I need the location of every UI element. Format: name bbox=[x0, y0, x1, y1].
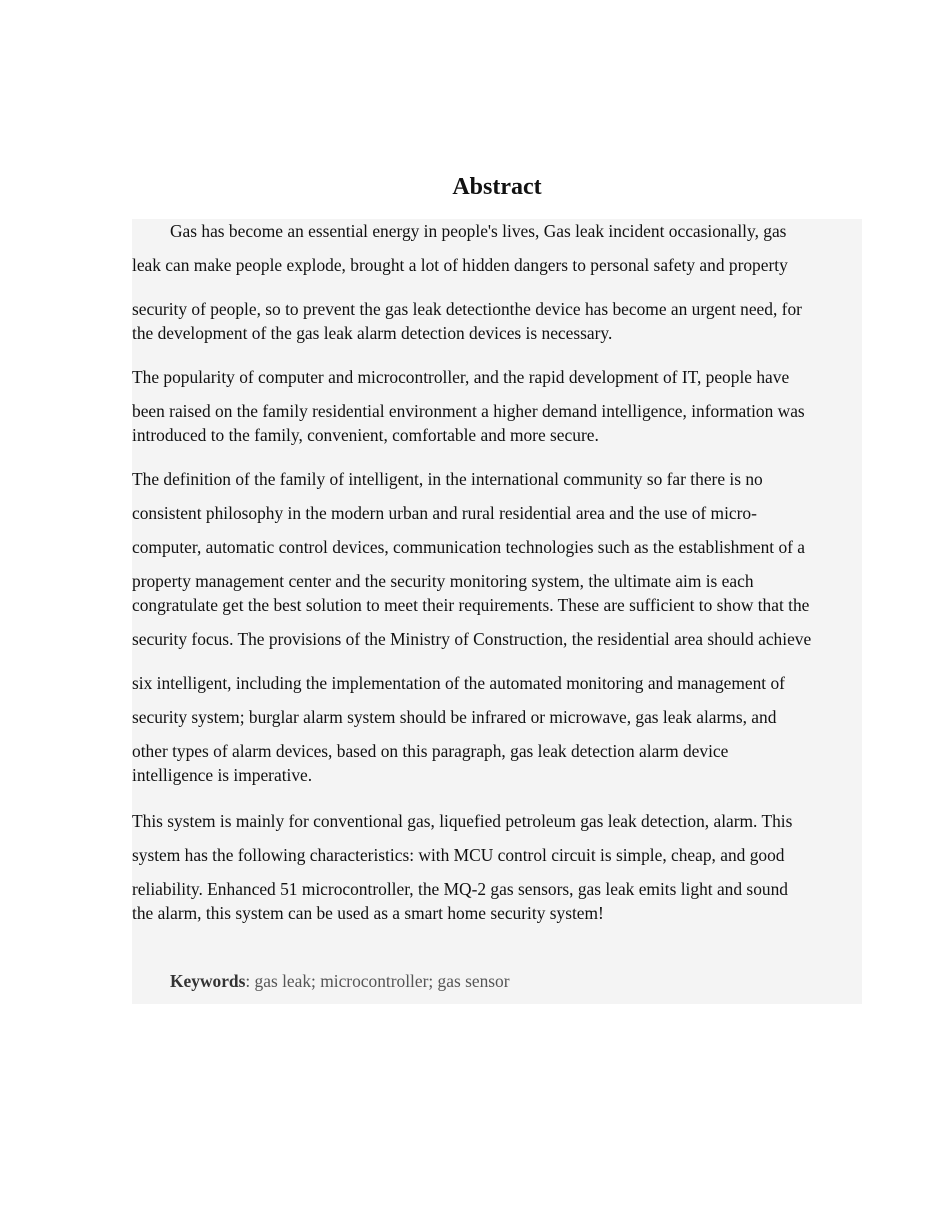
text-line: computer, automatic control devices, communication technologies such as the establishment of a bbox=[132, 537, 805, 557]
text-line: Gas has become an essential energy in people's lives, Gas leak incident occasionally, gas bbox=[170, 221, 787, 241]
keywords-text: : gas leak; microcontroller; gas sensor bbox=[245, 971, 510, 991]
text-line: The definition of the family of intelligent, in the international community so far there is no bbox=[132, 469, 763, 489]
keywords-label: Keywords bbox=[170, 971, 246, 991]
text-line: other types of alarm devices, based on this paragraph, gas leak detection alarm device bbox=[132, 741, 729, 761]
text-line: property management center and the security monitoring system, the ultimate aim is each bbox=[132, 571, 754, 591]
text-line: security focus. The provisions of the Ministry of Construction, the residential area should achieve bbox=[132, 629, 812, 649]
text-line: security system; burglar alarm system should be infrared or microwave, gas leak alarms, and bbox=[132, 707, 777, 727]
text-line: the development of the gas leak alarm detection devices is necessary. bbox=[132, 323, 613, 343]
text-line: the alarm, this system can be used as a smart home security system! bbox=[132, 903, 604, 923]
abstract-body bbox=[132, 219, 862, 1004]
text-line: congratulate get the best solution to meet their requirements. These are sufficient to show that the bbox=[132, 595, 810, 615]
text-line: been raised on the family residential environment a higher demand intelligence, information was bbox=[132, 401, 805, 421]
text-line: security of people, so to prevent the gas leak detectionthe device has become an urgent need, for bbox=[132, 299, 802, 319]
abstract-title: Abstract bbox=[452, 174, 542, 200]
text-line: intelligence is imperative. bbox=[132, 765, 313, 785]
text-line: consistent philosophy in the modern urban and rural residential area and the use of micro- bbox=[132, 503, 757, 523]
text-line: six intelligent, including the implementation of the automated monitoring and management of bbox=[132, 673, 785, 693]
text-line: This system is mainly for conventional gas, liquefied petroleum gas leak detection, alarm. This bbox=[132, 811, 793, 831]
text-line: system has the following characteristics: with MCU control circuit is simple, cheap, and good bbox=[132, 845, 785, 865]
text-line: leak can make people explode, brought a lot of hidden dangers to personal safety and property bbox=[132, 255, 788, 275]
text-line: introduced to the family, convenient, comfortable and more secure. bbox=[132, 425, 599, 445]
keywords-line bbox=[170, 969, 510, 993]
text-line: The popularity of computer and microcontroller, and the rapid development of IT, people have bbox=[132, 367, 790, 387]
text-line: reliability. Enhanced 51 microcontroller, the MQ-2 gas sensors, gas leak emits light and sound bbox=[132, 879, 788, 899]
